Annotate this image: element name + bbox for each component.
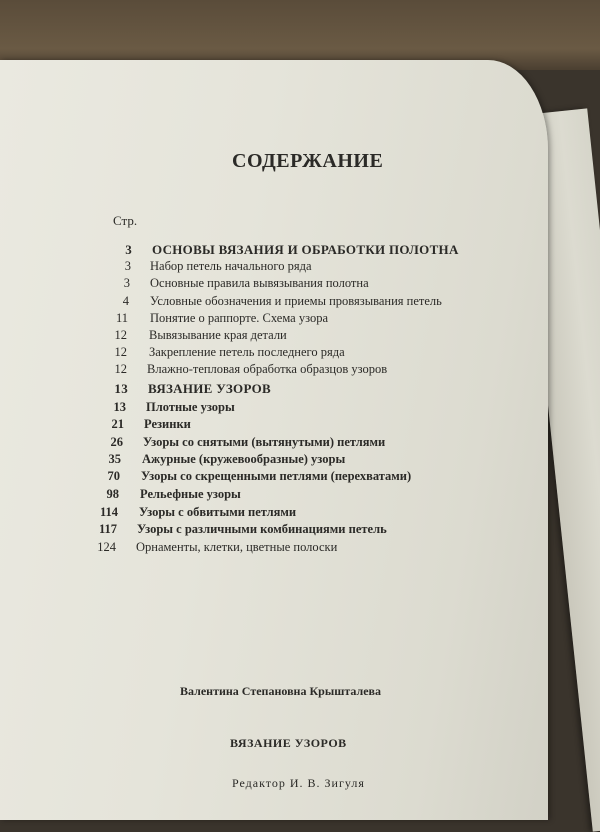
toc-entry-title: Понятие о раппорте. Схема узора bbox=[150, 311, 329, 325]
toc-entry-page: 13 bbox=[113, 400, 126, 414]
toc-entry bbox=[0, 505, 600, 521]
toc-entry-page: 3 bbox=[124, 259, 131, 273]
toc-entry-title: Влажно-тепловая обработка образцов узоров bbox=[147, 362, 388, 376]
toc-entry bbox=[0, 294, 600, 310]
toc-entry-title: Закрепление петель последнего ряда bbox=[149, 345, 345, 359]
toc-entry-page: 13 bbox=[114, 381, 128, 396]
toc-entry bbox=[0, 328, 600, 344]
toc-entry bbox=[0, 417, 600, 433]
toc-entry bbox=[0, 435, 600, 451]
toc-entry bbox=[0, 242, 600, 258]
toc-entry-title: Плотные узоры bbox=[146, 400, 235, 414]
toc-entry bbox=[0, 276, 600, 292]
toc-entry-page: 12 bbox=[114, 362, 127, 376]
toc-entry-page: 98 bbox=[106, 487, 119, 501]
toc-entry-title: Резинки bbox=[144, 417, 191, 431]
toc-entry-title: Ажурные (кружевообразные) узоры bbox=[142, 452, 346, 466]
toc-entry-page: 26 bbox=[110, 435, 123, 449]
toc-entry-title: Орнаменты, клетки, цветные полоски bbox=[136, 540, 338, 554]
toc-entry bbox=[0, 522, 600, 538]
author-name: Валентина Степановна Крышталева bbox=[180, 684, 382, 698]
toc-entry bbox=[0, 381, 600, 397]
toc-entry-page: 11 bbox=[115, 311, 128, 325]
toc-entry-page: 3 bbox=[125, 242, 132, 257]
toc-entry-title: Набор петель начального ряда bbox=[150, 259, 312, 273]
toc-entry bbox=[0, 469, 600, 485]
toc-entry bbox=[0, 487, 600, 503]
toc-entry bbox=[0, 259, 600, 275]
toc-entry-title: Узоры с различными комбинациями петель bbox=[137, 522, 387, 536]
toc-entry bbox=[0, 540, 600, 556]
book-title: ВЯЗАНИЕ УЗОРОВ bbox=[230, 736, 347, 750]
toc-entry-title: ОСНОВЫ ВЯЗАНИЯ И ОБРАБОТКИ ПОЛОТНА bbox=[152, 242, 459, 257]
toc-entry bbox=[0, 362, 600, 378]
toc-entry-title: Вывязывание края детали bbox=[149, 328, 287, 342]
toc-entry-title: Узоры со скрещенными петлями (перехватами) bbox=[141, 469, 412, 483]
toc-entry bbox=[0, 400, 600, 416]
toc-entry-page: 114 bbox=[99, 505, 118, 519]
toc-title: СОДЕРЖАНИЕ bbox=[232, 150, 384, 172]
toc-entry-page: 124 bbox=[97, 540, 116, 554]
toc-entry-title: Условные обозначения и приемы провязывания петель bbox=[150, 294, 442, 308]
toc-entry-page: 70 bbox=[107, 469, 120, 483]
toc-entry-page: 3 bbox=[123, 276, 130, 290]
toc-entry-title: Узоры со снятыми (вытянутыми) петлями bbox=[143, 435, 386, 449]
toc-entry-page: 12 bbox=[114, 345, 127, 359]
editor-credit: Редактор И. В. Зигуля bbox=[232, 776, 365, 790]
toc-entry-page: 4 bbox=[122, 294, 129, 308]
toc-entry-title: Рельефные узоры bbox=[140, 487, 241, 501]
page-column-label: Стр. bbox=[113, 213, 138, 228]
toc-entry-page: 12 bbox=[114, 328, 127, 342]
toc-entry-page: 35 bbox=[108, 452, 121, 466]
toc-entry bbox=[0, 345, 600, 361]
toc-entry bbox=[0, 311, 600, 327]
toc-entry-title: Основные правила вывязывания полотна bbox=[150, 276, 369, 290]
toc-entry-title: ВЯЗАНИЕ УЗОРОВ bbox=[148, 381, 271, 396]
toc-entry-page: 117 bbox=[98, 522, 117, 536]
toc-entry bbox=[0, 452, 600, 468]
toc-entry-page: 21 bbox=[111, 417, 124, 431]
toc-entry-title: Узоры с обвитыми петлями bbox=[139, 505, 297, 519]
